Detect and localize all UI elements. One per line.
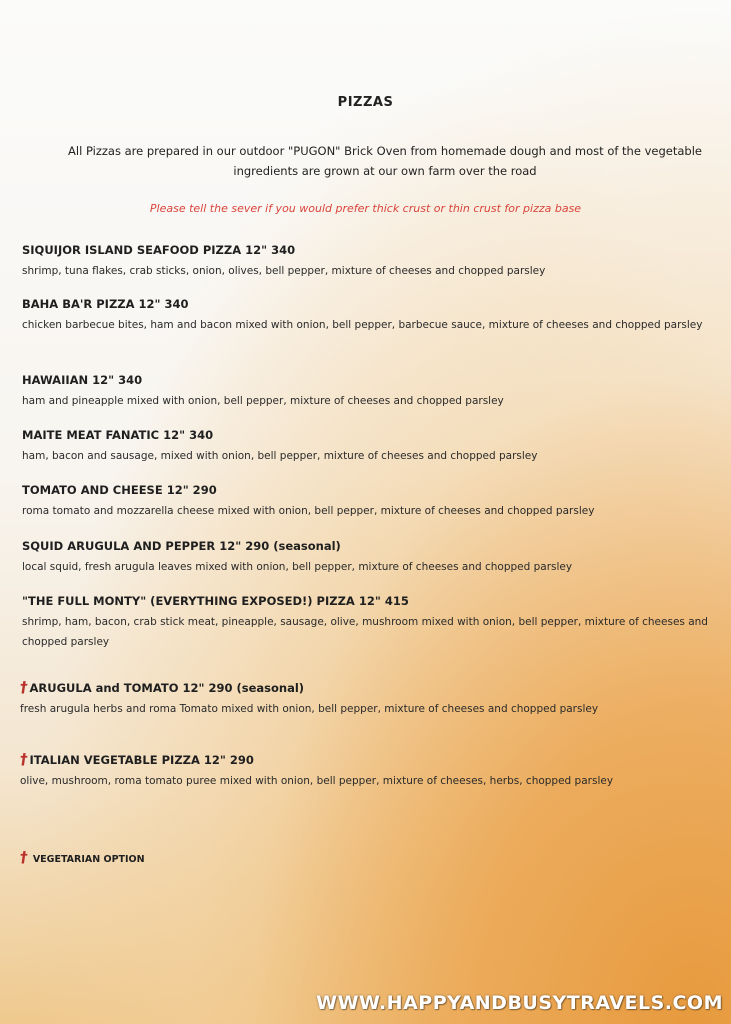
item-description: chicken barbecue bites, ham and bacon mixed with onion, bell pepper, barbecue sauce, mixture of cheeses and chopped parsley — [22, 319, 703, 331]
item-description: ham, bacon and sausage, mixed with onion, bell pepper, mixture of cheeses and chopped parsley — [22, 450, 538, 462]
vegetarian-legend — [20, 848, 145, 866]
item-name-row — [20, 678, 710, 697]
item-description: olive, mushroom, roma tomato puree mixed with onion, bell pepper, mixture of cheeses, herbs, chopped parsley — [20, 775, 614, 787]
vegetarian-dagger-icon: † — [18, 848, 29, 866]
menu-intro: All Pizzas are prepared in our outdoor "PUGON" Brick Oven from homemade dough and most of the vegetable ingredients are grown at our own farm over the road — [68, 144, 702, 178]
menu-item-meat-fanatic — [22, 426, 712, 466]
vegetarian-dagger-icon: † — [18, 678, 29, 696]
item-name: HAWAIIAN 12" 340 — [22, 373, 143, 387]
menu-item-italian-vegetable — [20, 750, 710, 791]
item-name: BAHA BA'R PIZZA 12" 340 — [22, 297, 189, 311]
item-name: ARUGULA and TOMATO 12" 290 (seasonal) — [29, 681, 305, 695]
site-watermark: WWW.HAPPYANDBUSYTRAVELS.COM — [316, 992, 723, 1014]
legend-label: VEGETARIAN OPTION — [32, 854, 145, 865]
menu-title: PIZZAS — [337, 95, 394, 110]
menu-item-full-monty — [22, 592, 712, 652]
menu-item-seafood — [22, 241, 712, 281]
item-name: ITALIAN VEGETABLE PIZZA 12" 290 — [29, 753, 254, 767]
menu-item-hawaiian — [22, 371, 712, 411]
item-description: shrimp, tuna flakes, crab sticks, onion, olives, bell pepper, mixture of cheeses and chopped parsley — [22, 265, 546, 277]
item-name-row — [20, 750, 710, 769]
item-description: shrimp, ham, bacon, crab stick meat, pineapple, sausage, olive, mushroom mixed with onion, bell pepper, mixture of cheeses and chopped parsley — [22, 616, 708, 648]
crust-notice: Please tell the sever if you would prefer thick crust or thin crust for pizza base — [149, 202, 582, 215]
item-description: ham and pineapple mixed with onion, bell pepper, mixture of cheeses and chopped parsley — [22, 395, 504, 407]
menu-item-arugula-tomato — [20, 678, 710, 719]
item-description: roma tomato and mozzarella cheese mixed with onion, bell pepper, mixture of cheeses and chopped parsley — [22, 505, 595, 517]
menu-item-tomato-cheese — [22, 481, 712, 521]
item-description: fresh arugula herbs and roma Tomato mixed with onion, bell pepper, mixture of cheeses and chopped parsley — [20, 703, 599, 715]
item-description: local squid, fresh arugula leaves mixed with onion, bell pepper, mixture of cheeses and chopped parsley — [22, 561, 573, 573]
item-name: SIQUIJOR ISLAND SEAFOOD PIZZA 12" 340 — [22, 243, 296, 257]
item-name: TOMATO AND CHEESE 12" 290 — [22, 483, 217, 497]
menu-item-baha-bar — [22, 295, 712, 335]
item-name: MAITE MEAT FANATIC 12" 340 — [22, 428, 214, 442]
item-name: "THE FULL MONTY" (EVERYTHING EXPOSED!) PIZZA 12" 415 — [22, 594, 409, 608]
menu-item-squid-arugula — [22, 537, 712, 577]
item-name: SQUID ARUGULA AND PEPPER 12" 290 (seasonal) — [22, 539, 341, 553]
vegetarian-dagger-icon: † — [18, 750, 29, 768]
